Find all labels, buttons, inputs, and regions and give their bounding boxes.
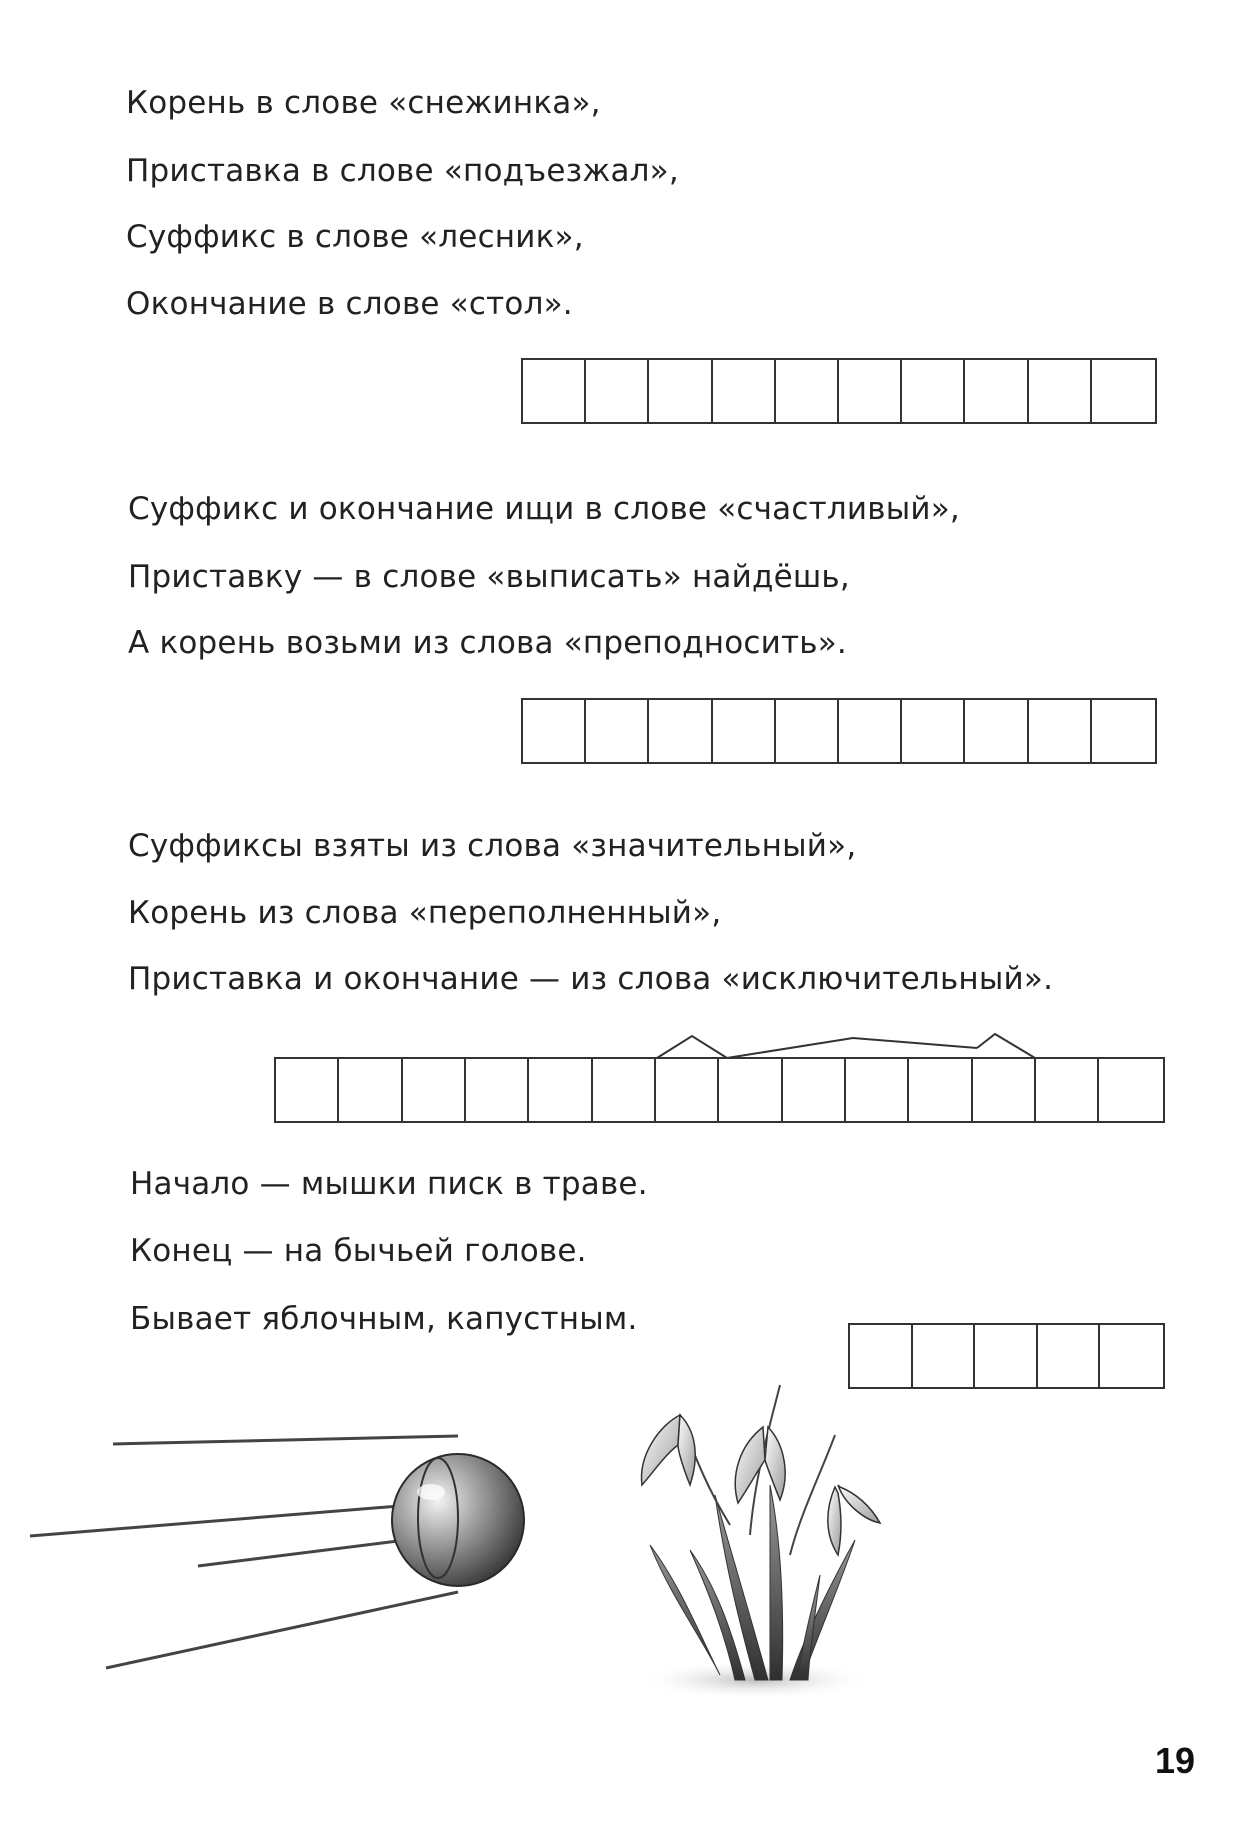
answer-cell[interactable] [1036, 1059, 1099, 1121]
answer-cell[interactable] [1029, 360, 1092, 422]
answer-cell[interactable] [839, 360, 902, 422]
riddle-3-line-3: Приставка и окончание — из слова «исключительный». [128, 961, 1054, 997]
answer-cell[interactable] [839, 700, 902, 762]
answer-cell[interactable] [776, 700, 839, 762]
riddle-2-line-1: Суффикс и окончание ищи в слове «счастливый», [128, 491, 960, 527]
answer-grid-4[interactable] [848, 1323, 1165, 1389]
answer-cell[interactable] [1100, 1325, 1163, 1387]
answer-cell[interactable] [523, 700, 586, 762]
answer-cell[interactable] [1092, 360, 1155, 422]
answer-cell[interactable] [586, 360, 649, 422]
page-number: 19 [1154, 1740, 1195, 1781]
riddle-1-line-3: Суффикс в слове «лесник», [126, 219, 584, 255]
answer-cell[interactable] [656, 1059, 719, 1121]
answer-cell[interactable] [403, 1059, 466, 1121]
riddle-4-line-3: Бывает яблочным, капустным. [130, 1301, 638, 1337]
answer-cell[interactable] [975, 1325, 1038, 1387]
answer-grid-2[interactable] [521, 698, 1157, 764]
answer-cell[interactable] [909, 1059, 972, 1121]
riddle-1-line-4: Окончание в слове «стол». [126, 286, 573, 322]
answer-cell[interactable] [276, 1059, 339, 1121]
riddle-1-line-1: Корень в слове «снежинка», [126, 85, 601, 121]
answer-cell[interactable] [466, 1059, 529, 1121]
answer-cell[interactable] [973, 1059, 1036, 1121]
riddle-3-line-2: Корень из слова «переполненный», [128, 895, 722, 931]
answer-cell[interactable] [783, 1059, 846, 1121]
answer-cell[interactable] [776, 360, 839, 422]
answer-cell[interactable] [902, 700, 965, 762]
riddle-2-line-3: А корень возьми из слова «преподносить». [128, 625, 847, 661]
answer-cell[interactable] [1099, 1059, 1162, 1121]
answer-grid-1[interactable] [521, 358, 1157, 424]
answer-cell[interactable] [965, 700, 1028, 762]
riddle-1-line-2: Приставка в слове «подъезжал», [126, 153, 679, 189]
answer-cell[interactable] [649, 700, 712, 762]
riddle-4-line-1: Начало — мышки писк в траве. [130, 1166, 648, 1202]
answer-cell[interactable] [593, 1059, 656, 1121]
answer-cell[interactable] [902, 360, 965, 422]
answer-cell[interactable] [586, 700, 649, 762]
answer-cell[interactable] [846, 1059, 909, 1121]
answer-cell[interactable] [913, 1325, 976, 1387]
answer-cell[interactable] [523, 360, 586, 422]
answer-cell[interactable] [1029, 700, 1092, 762]
riddle-2-line-2: Приставку — в слове «выписать» найдёшь, [128, 559, 850, 595]
answer-cell[interactable] [719, 1059, 782, 1121]
answer-cell[interactable] [649, 360, 712, 422]
answer-cell[interactable] [339, 1059, 402, 1121]
answer-cell[interactable] [713, 700, 776, 762]
answer-cell[interactable] [1038, 1325, 1101, 1387]
morpheme-root-arc [655, 1030, 1045, 1060]
answer-cell[interactable] [529, 1059, 592, 1121]
riddle-4-line-2: Конец — на бычьей голове. [130, 1233, 587, 1269]
answer-cell[interactable] [713, 360, 776, 422]
answer-cell[interactable] [965, 360, 1028, 422]
satellite-illustration [28, 1410, 538, 1680]
answer-grid-3[interactable] [274, 1057, 1165, 1123]
riddle-3-line-1: Суффиксы взяты из слова «значительный», [128, 828, 857, 864]
snowdrop-flowers-illustration [620, 1375, 890, 1705]
answer-cell[interactable] [1092, 700, 1155, 762]
